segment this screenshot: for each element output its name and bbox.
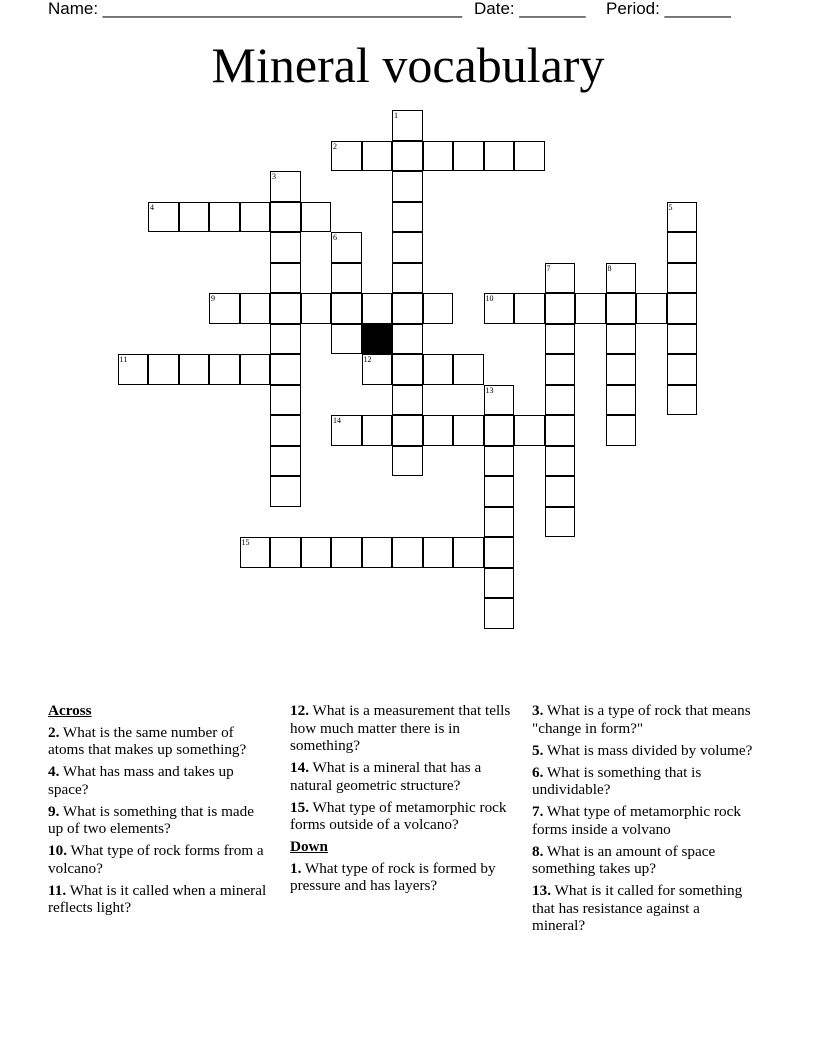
grid-cell[interactable] [575,293,606,324]
grid-cell[interactable] [331,293,362,324]
grid-cell[interactable] [667,385,698,416]
across-clue-12: 12. What is a measurement that tells how much matter there is in something? [290,702,511,754]
grid-cell[interactable] [392,293,423,324]
clue-number-3: 3 [272,172,276,181]
across-clue-9: 9. What is something that is made up of two elements? [48,802,254,837]
grid-cell[interactable] [667,354,698,385]
clue-number-5: 5 [668,202,673,212]
grid-cell[interactable] [667,293,698,324]
grid-cell[interactable] [362,415,393,446]
down-clue-1: 1. What type of rock is formed by pressure and has layers? [290,859,496,894]
grid-cell[interactable] [331,232,362,263]
grid-cell[interactable] [484,507,515,538]
across-clue-14: 14. What is a mineral that has a natural geometric structure? [290,759,482,794]
grid-cell[interactable] [453,354,484,385]
grid-cell[interactable] [301,202,332,233]
grid-cell[interactable] [423,415,454,446]
grid-cell[interactable] [453,141,484,172]
clue-number-15: 15 [241,538,250,547]
across-heading: Across [48,702,92,719]
grid-cell[interactable] [606,385,637,416]
grid-cell[interactable] [270,263,301,294]
grid-cell[interactable] [667,263,698,294]
clue-number-8: 8 [607,263,612,273]
clue-number-13: 13 [485,385,494,395]
grid-cell[interactable] [148,354,179,385]
grid-cell[interactable] [545,385,576,416]
grid-cell[interactable] [484,141,515,172]
grid-cell[interactable] [270,537,301,568]
grid-cell[interactable] [484,476,515,507]
grid-cell[interactable] [392,324,423,355]
date-field-label: Date: _______ [474,0,586,18]
page-title: Mineral vocabulary [211,37,605,93]
grid-cell[interactable] [423,354,454,385]
grid-cell[interactable] [270,324,301,355]
grid-cell[interactable] [209,354,240,385]
grid-cell[interactable] [331,141,362,172]
grid-cell[interactable] [240,293,271,324]
grid-cell[interactable] [301,537,332,568]
grid-cell[interactable] [240,202,271,233]
grid-cell[interactable] [514,293,545,324]
grid-cell[interactable] [240,354,271,385]
grid-cell[interactable] [148,202,179,233]
across-clue-4: 4. What has mass and takes up space? [48,763,234,798]
grid-cell[interactable] [118,354,149,385]
grid-cell[interactable] [667,232,698,263]
across-clue-2: 2. What is the same number of atoms that makes up something? [48,723,247,758]
grid-cell[interactable] [606,293,637,324]
across-clue-10: 10. What type of rock forms from a volcano? [48,842,264,877]
grid-cell[interactable] [270,354,301,385]
grid-cell[interactable] [392,354,423,385]
grid-cell[interactable] [423,537,454,568]
grid-cell[interactable] [423,141,454,172]
down-clue-7: 7. What type of metamorphic rock forms inside a volvano [532,803,741,838]
clue-column-2 [290,702,526,899]
grid-cell[interactable] [270,385,301,416]
clue-number-1: 1 [394,111,398,120]
grid-cell[interactable] [484,568,515,599]
grid-cell[interactable] [301,293,332,324]
grid-cell[interactable] [331,263,362,294]
grid-cell[interactable] [392,171,423,202]
grid-cell[interactable] [270,171,301,202]
grid-cell[interactable] [667,324,698,355]
grid-cell[interactable] [362,354,393,385]
grid-cell[interactable] [484,385,515,416]
grid-cell[interactable] [484,446,515,477]
grid-cell[interactable] [392,110,423,141]
grid-cell[interactable] [392,446,423,477]
grid-cell[interactable] [270,415,301,446]
grid-cell[interactable] [423,293,454,324]
period-field-label: Period: _______ [606,0,731,18]
grid-cell[interactable] [362,141,393,172]
grid-cell[interactable] [545,415,576,446]
across-clue-11: 11. What is it called when a mineral reflects light? [48,881,267,916]
grid-cell[interactable] [240,537,271,568]
grid-cell[interactable] [331,415,362,446]
clue-number-4: 4 [150,202,154,212]
clue-number-11: 11 [119,355,128,364]
clue-number-7: 7 [546,263,551,273]
grid-cell[interactable] [331,537,362,568]
clue-number-6: 6 [333,233,337,242]
down-clue-13: 13. What is it called for something that has resistance against a mineral? [532,882,743,934]
grid-cell[interactable] [392,537,423,568]
grid-cell[interactable] [392,415,423,446]
clue-number-14: 14 [333,416,341,425]
down-clue-6: 6. What is something that is undividable? [532,763,702,798]
grid-cell[interactable] [484,415,515,446]
clue-number-2: 2 [333,141,337,151]
grid-cell[interactable] [484,537,515,568]
grid-cell[interactable] [545,507,576,538]
grid-cell[interactable] [545,446,576,477]
grid-cell[interactable] [453,415,484,446]
grid-cell[interactable] [545,263,576,294]
grid-cell[interactable] [209,293,240,324]
grid-cell[interactable] [545,324,576,355]
grid-cell[interactable] [606,324,637,355]
grid-cell[interactable] [362,537,393,568]
grid-cell[interactable] [514,415,545,446]
grid-cell[interactable] [392,385,423,416]
clue-number-10: 10 [485,294,494,303]
down-clue-8: 8. What is an amount of space something takes up? [532,842,716,877]
grid-cell[interactable] [392,202,423,233]
grid-cell[interactable] [209,202,240,233]
grid-cell[interactable] [270,476,301,507]
across-clue-15: 15. What type of metamorphic rock forms outside of a volcano? [290,798,507,833]
grid-cell[interactable] [514,141,545,172]
grid-cell[interactable] [545,476,576,507]
grid-cell[interactable] [484,598,515,629]
grid-cell[interactable] [270,293,301,324]
grid-cell[interactable] [667,202,698,233]
grid-cell[interactable] [270,446,301,477]
grid-cell[interactable] [331,324,362,355]
down-clue-5: 5. What is mass divided by volume? [532,741,753,759]
grid-cell[interactable] [636,293,667,324]
grid-cell[interactable] [270,232,301,263]
grid-cell[interactable] [453,537,484,568]
down-clue-3: 3. What is a type of rock that means "change in form?" [532,702,751,737]
grid-cell[interactable] [606,354,637,385]
grid-cell[interactable] [606,263,637,294]
grid-cell[interactable] [392,232,423,263]
black-cell [362,324,393,355]
grid-cell[interactable] [545,293,576,324]
clue-number-9: 9 [211,294,215,303]
grid-cell[interactable] [270,202,301,233]
clue-number-12: 12 [363,355,372,364]
grid-cell[interactable] [179,202,210,233]
clue-column-3 [532,702,754,939]
grid-cell[interactable] [484,293,515,324]
grid-cell[interactable] [362,293,393,324]
grid-cell[interactable] [392,141,423,172]
name-field-label: Name: ______________________________________ [48,0,463,18]
grid-cell[interactable] [392,263,423,294]
down-heading: Down [290,838,328,855]
grid-cell[interactable] [606,415,637,446]
grid-cell[interactable] [179,354,210,385]
clue-column-1 [48,702,270,921]
grid-cell[interactable] [545,354,576,385]
